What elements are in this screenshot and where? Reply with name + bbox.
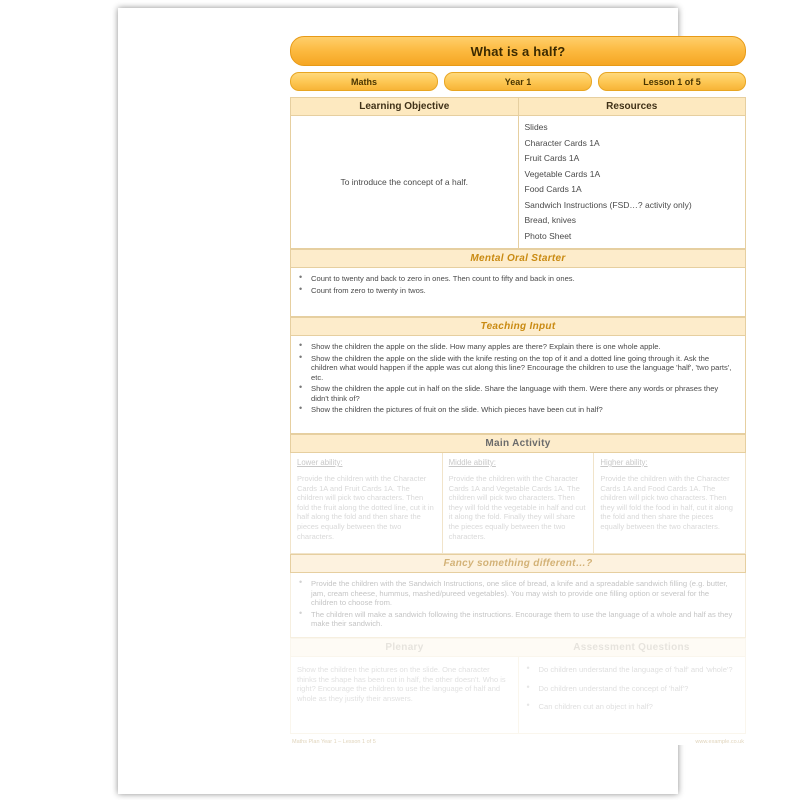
section-body-fancy-something-different xyxy=(290,573,746,638)
meta-pill-row xyxy=(290,72,746,91)
mental-oral-starter-list xyxy=(297,274,737,295)
assessment-body xyxy=(519,657,746,733)
table-body-row xyxy=(291,116,746,249)
fancy-something-different-list xyxy=(297,579,737,629)
resource-item: Photo Sheet xyxy=(524,230,572,241)
list-item: • Do children understand the concept of 'half'? xyxy=(525,684,738,694)
year-pill: Year 1 xyxy=(444,72,592,91)
section-header-mental-oral-starter: Mental Oral Starter xyxy=(290,249,746,268)
subject-pill: Maths xyxy=(290,72,438,91)
section-header-assessment-questions: Assessment Questions xyxy=(518,638,746,657)
resources-cell xyxy=(518,116,746,249)
section-body-plenary-assessment xyxy=(290,657,746,734)
table-header-row xyxy=(291,98,746,116)
resource-item: Character Cards 1A xyxy=(524,137,600,148)
ability-label: Middle ability: xyxy=(448,458,496,467)
section-body-teaching-input xyxy=(290,336,746,434)
section-header-plenary: Plenary xyxy=(290,638,518,657)
plenary-body xyxy=(291,657,519,733)
ability-text: Provide the children with the Character Cards 1A and Fruit Cards 1A. The children will pick two characters. Then fold the fruit along the dotted line, cut it in half along the fold and then share the pieces equally between the two characters. xyxy=(297,474,434,541)
resource-item: Sandwich Instructions (FSD…? activity only) xyxy=(524,199,692,210)
lesson-pill: Lesson 1 of 5 xyxy=(598,72,746,91)
ability-label: Lower ability: xyxy=(297,458,343,467)
teaching-input-list xyxy=(297,342,737,415)
plenary-text: Show the children the pictures on the slide. One character thinks the shape has been cut in half, the other doesn't. Who is right? Encourage the children to use the language of half and whole as they justify their answers. xyxy=(297,665,506,703)
list-item: • Count from zero to twenty in twos. xyxy=(297,286,737,296)
resources-header: Resources xyxy=(518,98,746,116)
section-header-fancy-something-different: Fancy something different…? xyxy=(290,554,746,573)
list-item: • Provide the children with the Sandwich Instructions, one slice of bread, a knife and a spreadable sandwich filling (e.g. butter, jam, cream cheese, hummus, mashed/pureed vegetables). You may wish to provide one filling option or several for the children to choose from. xyxy=(297,579,737,608)
section-header-main-activity: Main Activity xyxy=(290,434,746,453)
list-item: • Show the children the apple cut in half on the slide. Share the language with them. Were there any words or phrases they didn't think of? xyxy=(297,384,737,403)
section-body-main-activity xyxy=(290,453,746,554)
list-item: • The children will make a sandwich following the instructions. Encourage them to use the language of a whole and half as they make their sandwich. xyxy=(297,610,737,629)
resource-item: Fruit Cards 1A xyxy=(524,153,580,163)
lesson-plan-sheet xyxy=(290,36,746,745)
resource-item: Slides xyxy=(524,122,548,132)
resource-item: Bread, knives xyxy=(524,215,576,225)
ability-text: Provide the children with the Character Cards 1A and Food Cards 1A. The children will pick two characters. Then they will fold the food in half, cut it along the fold and then share the pieces equally between the two characters. xyxy=(600,474,733,531)
page-title: What is a half? xyxy=(470,43,566,59)
section-header-row-plenary-assessment xyxy=(290,638,746,657)
resource-item: Vegetable Cards 1A xyxy=(524,168,601,179)
list-item: • Count to twenty and back to zero in ones. Then count to fifty and back in ones. xyxy=(297,274,737,284)
ability-column-higher xyxy=(594,453,745,553)
list-item: • Show the children the pictures of fruit on the slide. Which pieces have been cut in half? xyxy=(297,405,737,415)
learning-objective-header: Learning Objective xyxy=(291,98,519,116)
list-item: • Can children cut an object in half? xyxy=(525,702,738,712)
ability-column-lower xyxy=(291,453,443,553)
list-item: • Show the children the apple on the slide. How many apples are there? Explain there is one whole apple. xyxy=(297,342,737,352)
ability-text: Provide the children with the Character Cards 1A and Vegetable Cards 1A. The children will pick two characters. Then they will fold the vegetable in half and cut it along the fold. Finally they will share the pieces equally between the two characters. xyxy=(448,474,586,541)
footer-right: www.example.co.uk xyxy=(695,739,744,745)
section-body-mental-oral-starter xyxy=(290,268,746,317)
list-item: • Show the children the apple on the slide with the knife resting on the top of it and a dotted line going through it. Ask the children what would happen if the apple was cut along this line? Encourage the children to use the language 'half', 'two parts', etc. xyxy=(297,354,737,383)
document-footer xyxy=(290,739,746,745)
ability-label: Higher ability: xyxy=(600,458,648,467)
learning-objective-cell: To introduce the concept of a half. xyxy=(291,116,519,249)
document-page xyxy=(118,8,744,794)
document-title-banner xyxy=(290,36,746,66)
ability-column-middle xyxy=(443,453,595,553)
list-item: • Do children understand the language of 'half' and 'whole'? xyxy=(525,665,738,675)
assessment-questions-list xyxy=(525,665,738,712)
footer-left: Maths Plan Year 1 – Lesson 1 of 5 xyxy=(292,739,376,745)
objective-resources-table xyxy=(290,97,746,249)
resource-item: Food Cards 1A xyxy=(524,184,582,194)
resources-list xyxy=(525,120,740,244)
section-header-teaching-input: Teaching Input xyxy=(290,317,746,336)
